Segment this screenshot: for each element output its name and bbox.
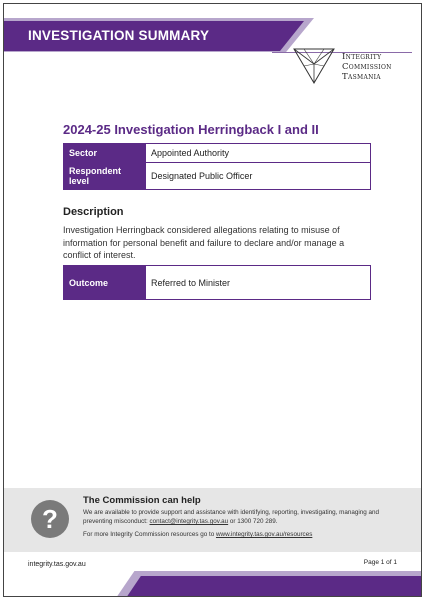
outcome-value: Referred to Minister	[146, 266, 371, 300]
respondent-level-label: Respondent level	[64, 163, 146, 190]
page-number: Page 1 of 1	[363, 559, 397, 566]
contact-email-link[interactable]: contact@integrity.tas.gov.au	[149, 518, 229, 525]
contact-phone: 1300 720 289.	[237, 518, 278, 525]
logo-line-3: Tasmania	[342, 72, 381, 82]
footer-url: integrity.tas.gov.au	[28, 561, 86, 568]
sector-value: Appointed Authority	[146, 144, 371, 163]
respondent-level-value: Designated Public Officer	[146, 163, 371, 190]
investigation-details-table	[63, 143, 371, 190]
integrity-commission-logo	[292, 46, 412, 86]
logo-wordmark	[342, 52, 392, 82]
help-panel	[4, 488, 422, 552]
help-title: The Commission can help	[83, 495, 201, 506]
help-body-text: We are available to provide support and assistance with identifying, reporting, investigating, managing and preventing misconduct:	[83, 509, 380, 525]
logo-line-1: Integrity	[342, 52, 382, 62]
contact-or-text: or	[229, 518, 236, 525]
resources-link[interactable]: www.integrity.tas.gov.au/resources	[215, 531, 313, 538]
banner-title: INVESTIGATION SUMMARY	[28, 28, 210, 43]
logo-line-2: Commission	[342, 62, 392, 72]
table-row	[64, 144, 371, 163]
footer-bar	[126, 576, 422, 597]
document-page	[3, 3, 422, 597]
outcome-table	[63, 265, 371, 300]
resources-line	[83, 531, 312, 538]
resources-text: For more Integrity Commission resources go to	[83, 531, 215, 538]
description-text: Investigation Herringback considered allegations relating to misuse of information for personal benefit and failure to declare and/or manage a conflict of interest.	[63, 225, 345, 260]
investigation-title: 2024-25 Investigation Herringback I and II	[63, 122, 319, 137]
sector-label: Sector	[64, 144, 146, 163]
table-row	[64, 163, 371, 190]
outcome-label: Outcome	[64, 266, 146, 300]
triangle-logo-icon	[292, 46, 336, 86]
question-mark-icon: ?	[31, 500, 69, 538]
help-body	[83, 508, 403, 526]
description-heading: Description	[63, 206, 124, 218]
table-row	[64, 266, 371, 300]
